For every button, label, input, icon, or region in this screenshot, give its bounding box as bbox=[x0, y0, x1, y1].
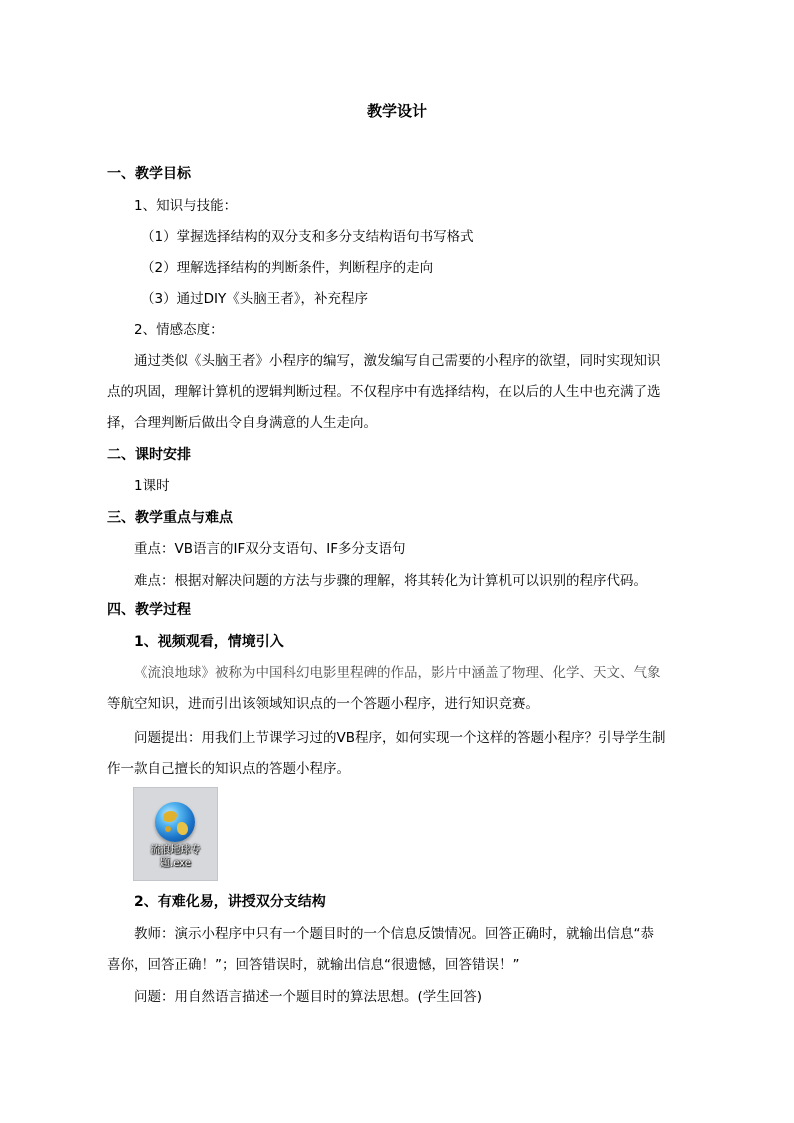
section-heading-schedule: 二、课时安排 bbox=[107, 447, 191, 463]
exe-file-label: 流浪地球专题.exe bbox=[150, 845, 201, 869]
step1-question-line: 问题提出：用我们上节课学习过的VB程序，如何实现一个这样的答题小程序？引导学生制 bbox=[134, 730, 666, 746]
difficulty-text: 难点：根据对解决问题的方法与步骤的理解，将其转化为计算机可以识别的程序代码。 bbox=[134, 573, 647, 589]
schedule-text: 1课时 bbox=[134, 478, 170, 494]
knowledge-item: （3）通过DIY《头脑王者》，补充程序 bbox=[141, 291, 368, 307]
section-heading-process: 四、教学过程 bbox=[107, 602, 191, 618]
exe-file-icon[interactable] bbox=[133, 787, 218, 881]
step1-question-line: 作一款自己擅长的知识点的答题小程序。 bbox=[107, 761, 350, 777]
emotion-paragraph-line: 通过类似《头脑王者》小程序的编写，激发编写自己需要的小程序的欲望，同时实现知识 bbox=[134, 353, 661, 369]
knowledge-item: （2）理解选择结构的判断条件，判断程序的走向 bbox=[141, 260, 434, 276]
knowledge-heading: 1、知识与技能： bbox=[134, 198, 238, 214]
question-text: 问题：用自然语言描述一个题目时的算法思想。(学生回答) bbox=[134, 989, 483, 1005]
step-heading: 2、有难化易，讲授双分支结构 bbox=[134, 894, 326, 910]
section-heading-key-points: 三、教学重点与难点 bbox=[107, 510, 233, 526]
teacher-line: 喜你，回答正确！”；回答错误时，就输出信息“很遗憾，回答错误！” bbox=[107, 957, 520, 973]
step1-paragraph-line: 等航空知识，进而引出该领域知识点的一个答题小程序，进行知识竞赛。 bbox=[107, 696, 539, 712]
emotion-heading: 2、情感态度： bbox=[134, 322, 224, 338]
step-heading: 1、视频观看，情境引入 bbox=[134, 634, 284, 650]
emotion-paragraph-line: 点的巩固，理解计算机的逻辑判断过程。不仅程序中有选择结构，在以后的人生中也充满了选 bbox=[107, 384, 661, 400]
page-title: 教学设计 bbox=[366, 102, 427, 120]
globe-icon bbox=[155, 802, 195, 842]
knowledge-item: （1）掌握选择结构的双分支和多分支结构语句书写格式 bbox=[141, 229, 474, 245]
teacher-line: 教师：演示小程序中只有一个题目时的一个信息反馈情况。回答正确时，就输出信息“恭 bbox=[134, 926, 654, 942]
step1-paragraph-line: 《流浪地球》被称为中国科幻电影里程碑的作品，影片中涵盖了物理、化学、天文、气象 bbox=[134, 665, 661, 681]
section-heading-objectives: 一、教学目标 bbox=[107, 166, 191, 182]
emotion-paragraph-line: 择，合理判断后做出令自身满意的人生走向。 bbox=[107, 415, 377, 431]
key-point-text: 重点：VB语言的IF双分支语句、IF多分支语句 bbox=[134, 541, 406, 557]
